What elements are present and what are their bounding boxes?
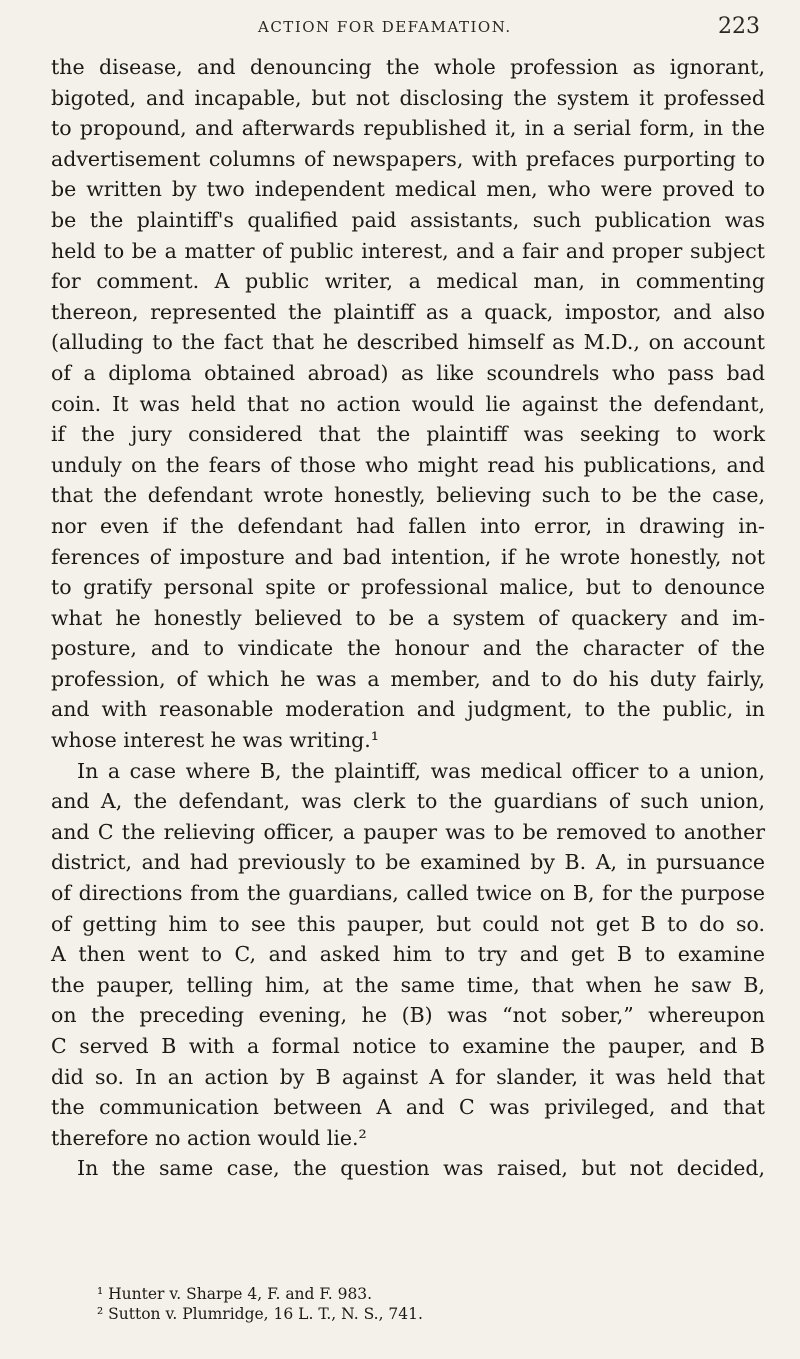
footnote: ¹ Hunter v. Sharpe 4, F. and F. 983. <box>97 1285 373 1303</box>
paragraph-start-line: In the same case, the question was raised, but not decided, <box>77 1156 765 1181</box>
text-line: therefore no action would lie.² <box>51 1125 367 1150</box>
text-line: coin. It was held that no action would lie against the defendant, <box>51 391 765 416</box>
text-line: what he honestly believed to be a system of quackery and im- <box>51 605 765 630</box>
text-line: nor even if the defendant had fallen into error, in drawing in- <box>51 513 765 538</box>
text-line: advertisement columns of newspapers, with prefaces purporting to <box>51 146 765 171</box>
page-number: 223 <box>718 14 760 39</box>
text-line: ferences of imposture and bad intention, if he wrote honestly, not <box>51 544 765 569</box>
text-line: and with reasonable moderation and judgment, to the public, in <box>51 697 765 722</box>
text-line: of getting him to see this pauper, but could not get B to do so. <box>51 911 765 936</box>
text-line: posture, and to vindicate the honour and the character of the <box>51 636 765 661</box>
text-line: thereon, represented the plaintiff as a quack, impostor, and also <box>51 299 765 324</box>
text-line: A then went to C, and asked him to try and get B to examine <box>51 942 765 967</box>
text-line: for comment. A public writer, a medical man, in commenting <box>51 269 765 294</box>
footnote: ² Sutton v. Plumridge, 16 L. T., N. S., 741. <box>97 1305 423 1323</box>
text-line: to propound, and afterwards republished it, in a serial form, in the <box>51 116 765 141</box>
text-line: be written by two independent medical men, who were proved to <box>51 177 765 202</box>
text-line: be the plaintiff's qualified paid assistants, such publication was <box>51 207 765 232</box>
text-line: the pauper, telling him, at the same time, that when he saw B, <box>51 972 765 997</box>
text-line: on the preceding evening, he (B) was “not sober,” whereupon <box>51 1003 765 1028</box>
text-line: bigoted, and incapable, but not disclosing the system it professed <box>51 85 765 110</box>
text-line: held to be a matter of public interest, and a fair and proper subject <box>51 238 765 263</box>
text-line: district, and had previously to be examined by B. A, in pursuance <box>51 850 765 875</box>
text-line: if the jury considered that the plaintiff was seeking to work <box>51 422 765 447</box>
text-line: C served B with a formal notice to examine the pauper, and B <box>51 1034 765 1058</box>
text-line: of a diploma obtained abroad) as like scoundrels who pass bad <box>51 360 765 385</box>
text-line: unduly on the fears of those who might read his publications, and <box>51 452 765 477</box>
text-line: (alluding to the fact that he described himself as M.D., on account <box>51 330 765 355</box>
text-line: and A, the defendant, was clerk to the guardians of such union, <box>51 789 765 814</box>
text-line: and C the relieving officer, a pauper was to be removed to another <box>51 819 765 844</box>
text-line: profession, of which he was a member, and to do his duty fairly, <box>51 666 765 691</box>
footnotes <box>51 1284 765 1324</box>
text-line: did so. In an action by B against A for slander, it was held that <box>51 1064 765 1089</box>
text-line: the disease, and denouncing the whole profession as ignorant, <box>51 55 765 79</box>
text-line: whose interest he was writing.¹ <box>51 728 380 753</box>
text-line: that the defendant wrote honestly, believing such to be the case, <box>51 483 765 508</box>
running-title: ACTION FOR DEFAMATION. <box>258 18 512 36</box>
body-text <box>51 52 765 1184</box>
text-line: of directions from the guardians, called twice on B, for the purpose <box>51 881 765 906</box>
paragraph-start-line: In a case where B, the plaintiff, was medical officer to a union, <box>77 758 765 783</box>
page-header <box>0 12 800 42</box>
text-line: the communication between A and C was privileged, and that <box>51 1095 765 1120</box>
text-line: to gratify personal spite or professional malice, but to denounce <box>51 575 765 600</box>
